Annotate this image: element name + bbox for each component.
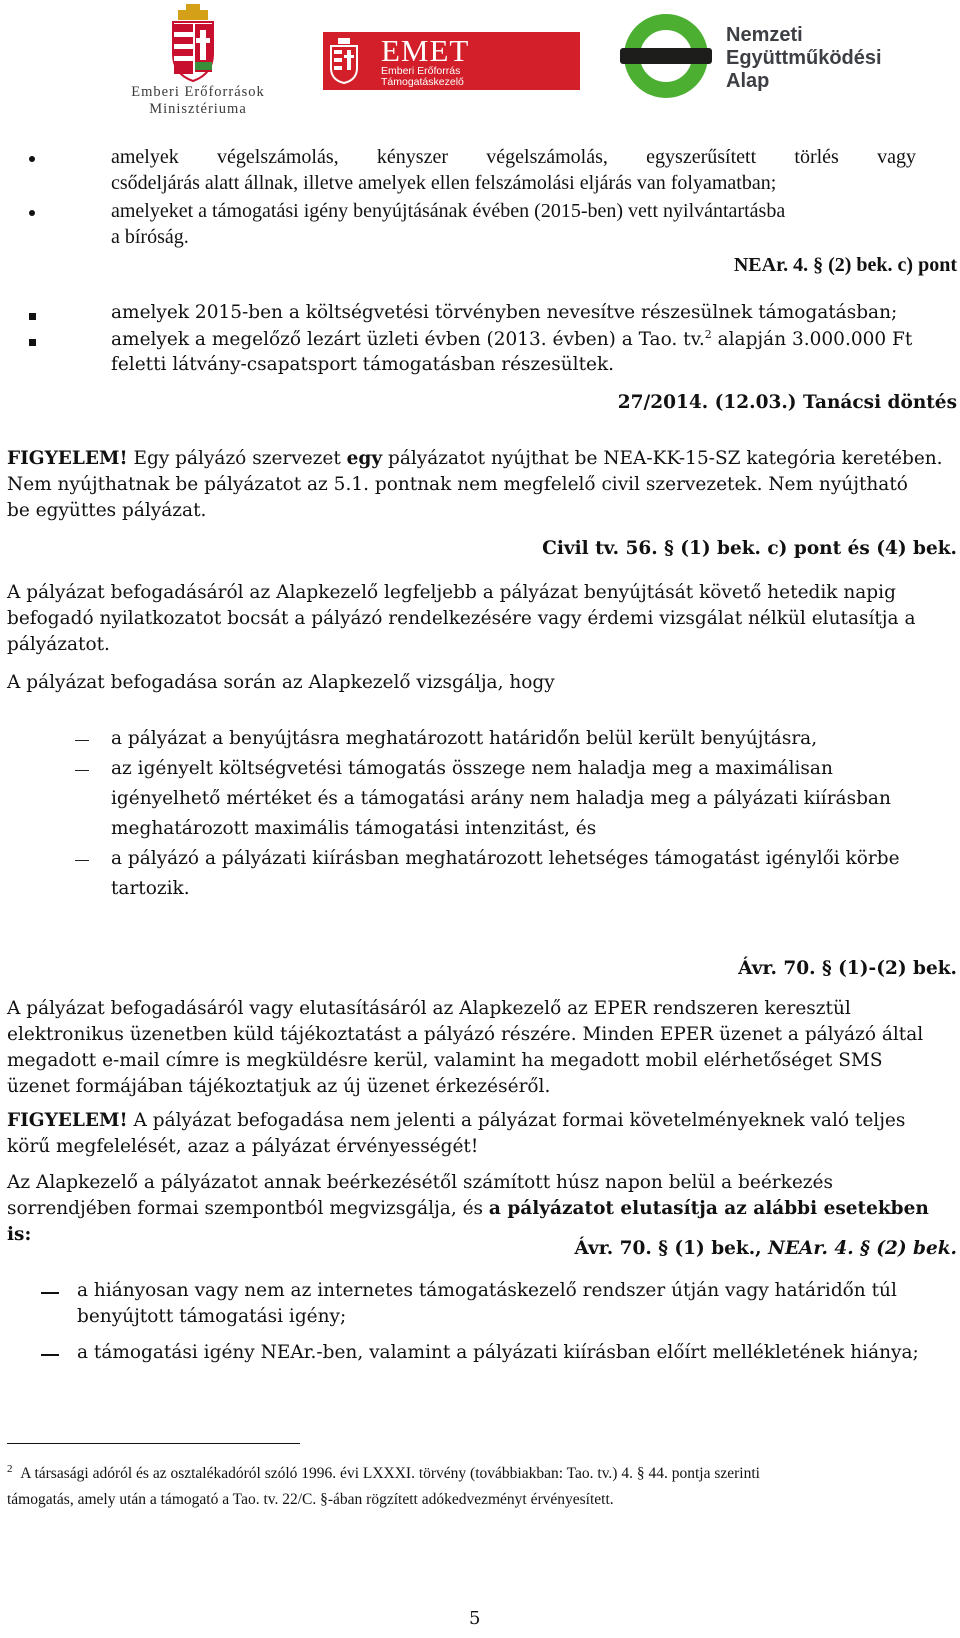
legal-reference: Civil tv. 56. § (1) bek. c) pont és (4) bek.: [542, 538, 957, 559]
dash-icon: [41, 1292, 59, 1294]
footnote-divider: [7, 1443, 300, 1444]
list-item-cont: alapján 3.000.000 Ft: [711, 329, 913, 351]
emet-crest-icon: [329, 38, 359, 84]
notice-text: Nem nyújthatnak be pályázatot az 5.1. pontnak nem megfelelő civil szervezetek. Nem nyújtható: [7, 474, 908, 495]
legal-reference: Ávr. 70. § (1) bek., NEAr. 4. § (2) bek.: [574, 1238, 957, 1259]
nea-logo: [618, 8, 948, 108]
legal-reference: Ávr. 70. § (1)-(2) bek.: [738, 958, 957, 979]
list-item: a pályázó a pályázati kiírásban meghatározott lehetséges támogatást igénylői körbe: [111, 848, 900, 869]
list-item-continued: a bíróság.: [111, 226, 189, 248]
square-bullet-icon: [29, 339, 36, 346]
legal-reference: NEAr. 4. § (2) bek. c) pont: [733, 254, 957, 276]
footnote-ref[interactable]: 2: [704, 328, 712, 341]
footnote-number: 2: [7, 1463, 13, 1475]
dash-icon: [41, 1354, 59, 1356]
list-item-continued: igényelhető mértéket és a támogatási arány nem haladja meg a pályázati kiírásban: [111, 788, 891, 809]
list-item-continued: feletti látvány-csapatsport támogatásban részesültek.: [111, 354, 615, 375]
footnote: $^2$ A társasági adóról és az osztalékadóról szóló 1996. évi LXXXI. törvény (továbbiakban: Tao. tv.) 4. § 44. pontja szerinti támogatás, amely után a támogató a Tao. tv. 22/C. §-ában rögzített adókedvezményt érvényesített.: [7, 1463, 760, 1509]
list-item: amelyek a megelőző lezárt üzleti évben (2013. évben) a Tao. tv.: [111, 329, 705, 351]
list-item: amelyeket a támogatási igény benyújtásának évében (2015-ben) vett nyilvántartásba: [111, 200, 786, 222]
emet-logo: [323, 32, 580, 90]
list-item: a hiányosan vagy nem az internetes támogatáskezelő rendszer útján vagy határidőn túl: [77, 1280, 897, 1301]
page-number: 5: [469, 1608, 481, 1629]
ministry-name: Emberi Erőforrások Minisztériuma: [131, 84, 265, 117]
emet-name: EMET: [381, 33, 470, 68]
dash-icon: [75, 860, 89, 861]
list-item: amelyek végelszámolás, kényszer végelszámolás, egyszerűsített törlés vagy: [111, 146, 916, 168]
list-item-continued: meghatározott maximális támogatási intenzitást, és: [111, 818, 597, 839]
bullet-icon: [29, 210, 35, 216]
list-item: a pályázat a benyújtásra meghatározott határidőn belül került benyújtásra,: [111, 728, 818, 749]
page-header: [0, 0, 960, 128]
list-item-continued: benyújtott támogatási igény;: [77, 1306, 347, 1327]
list-item: amelyek 2015-ben a költségvetési törvényben nevesítve részesülnek támogatásban;: [111, 302, 898, 323]
nea-name: Nemzeti Együttműködési Alap: [726, 24, 882, 92]
nea-mark-icon: [618, 8, 714, 104]
dash-icon: [75, 740, 89, 741]
square-bullet-icon: [29, 313, 36, 320]
notice-label: FIGYELEM!: [7, 448, 128, 469]
dash-icon: [75, 770, 89, 771]
list-item: az igényelt költségvetési támogatás összege nem haladja meg a maximálisan: [111, 758, 833, 779]
list-item-continued: csődeljárás alatt állnak, illetve amelyek ellen felszámolási eljárás van folyamatban;: [111, 172, 777, 194]
legal-reference: 27/2014. (12.03.) Tanácsi döntés: [617, 392, 957, 413]
bullet-icon: [29, 156, 35, 162]
notice-label: FIGYELEM!: [7, 1110, 128, 1131]
list-item: a támogatási igény NEAr.-ben, valamint a pályázati kiírásban előírt mellékletének hiánya;: [77, 1342, 919, 1363]
ministry-logo: [108, 4, 288, 122]
hungarian-crest-icon: [168, 4, 218, 82]
notice-text: be együttes pályázat.: [7, 500, 207, 521]
list-item-continued: tartozik.: [111, 878, 190, 899]
emet-subtitle: Emberi Erőforrás Támogatáskezelő: [381, 65, 464, 88]
